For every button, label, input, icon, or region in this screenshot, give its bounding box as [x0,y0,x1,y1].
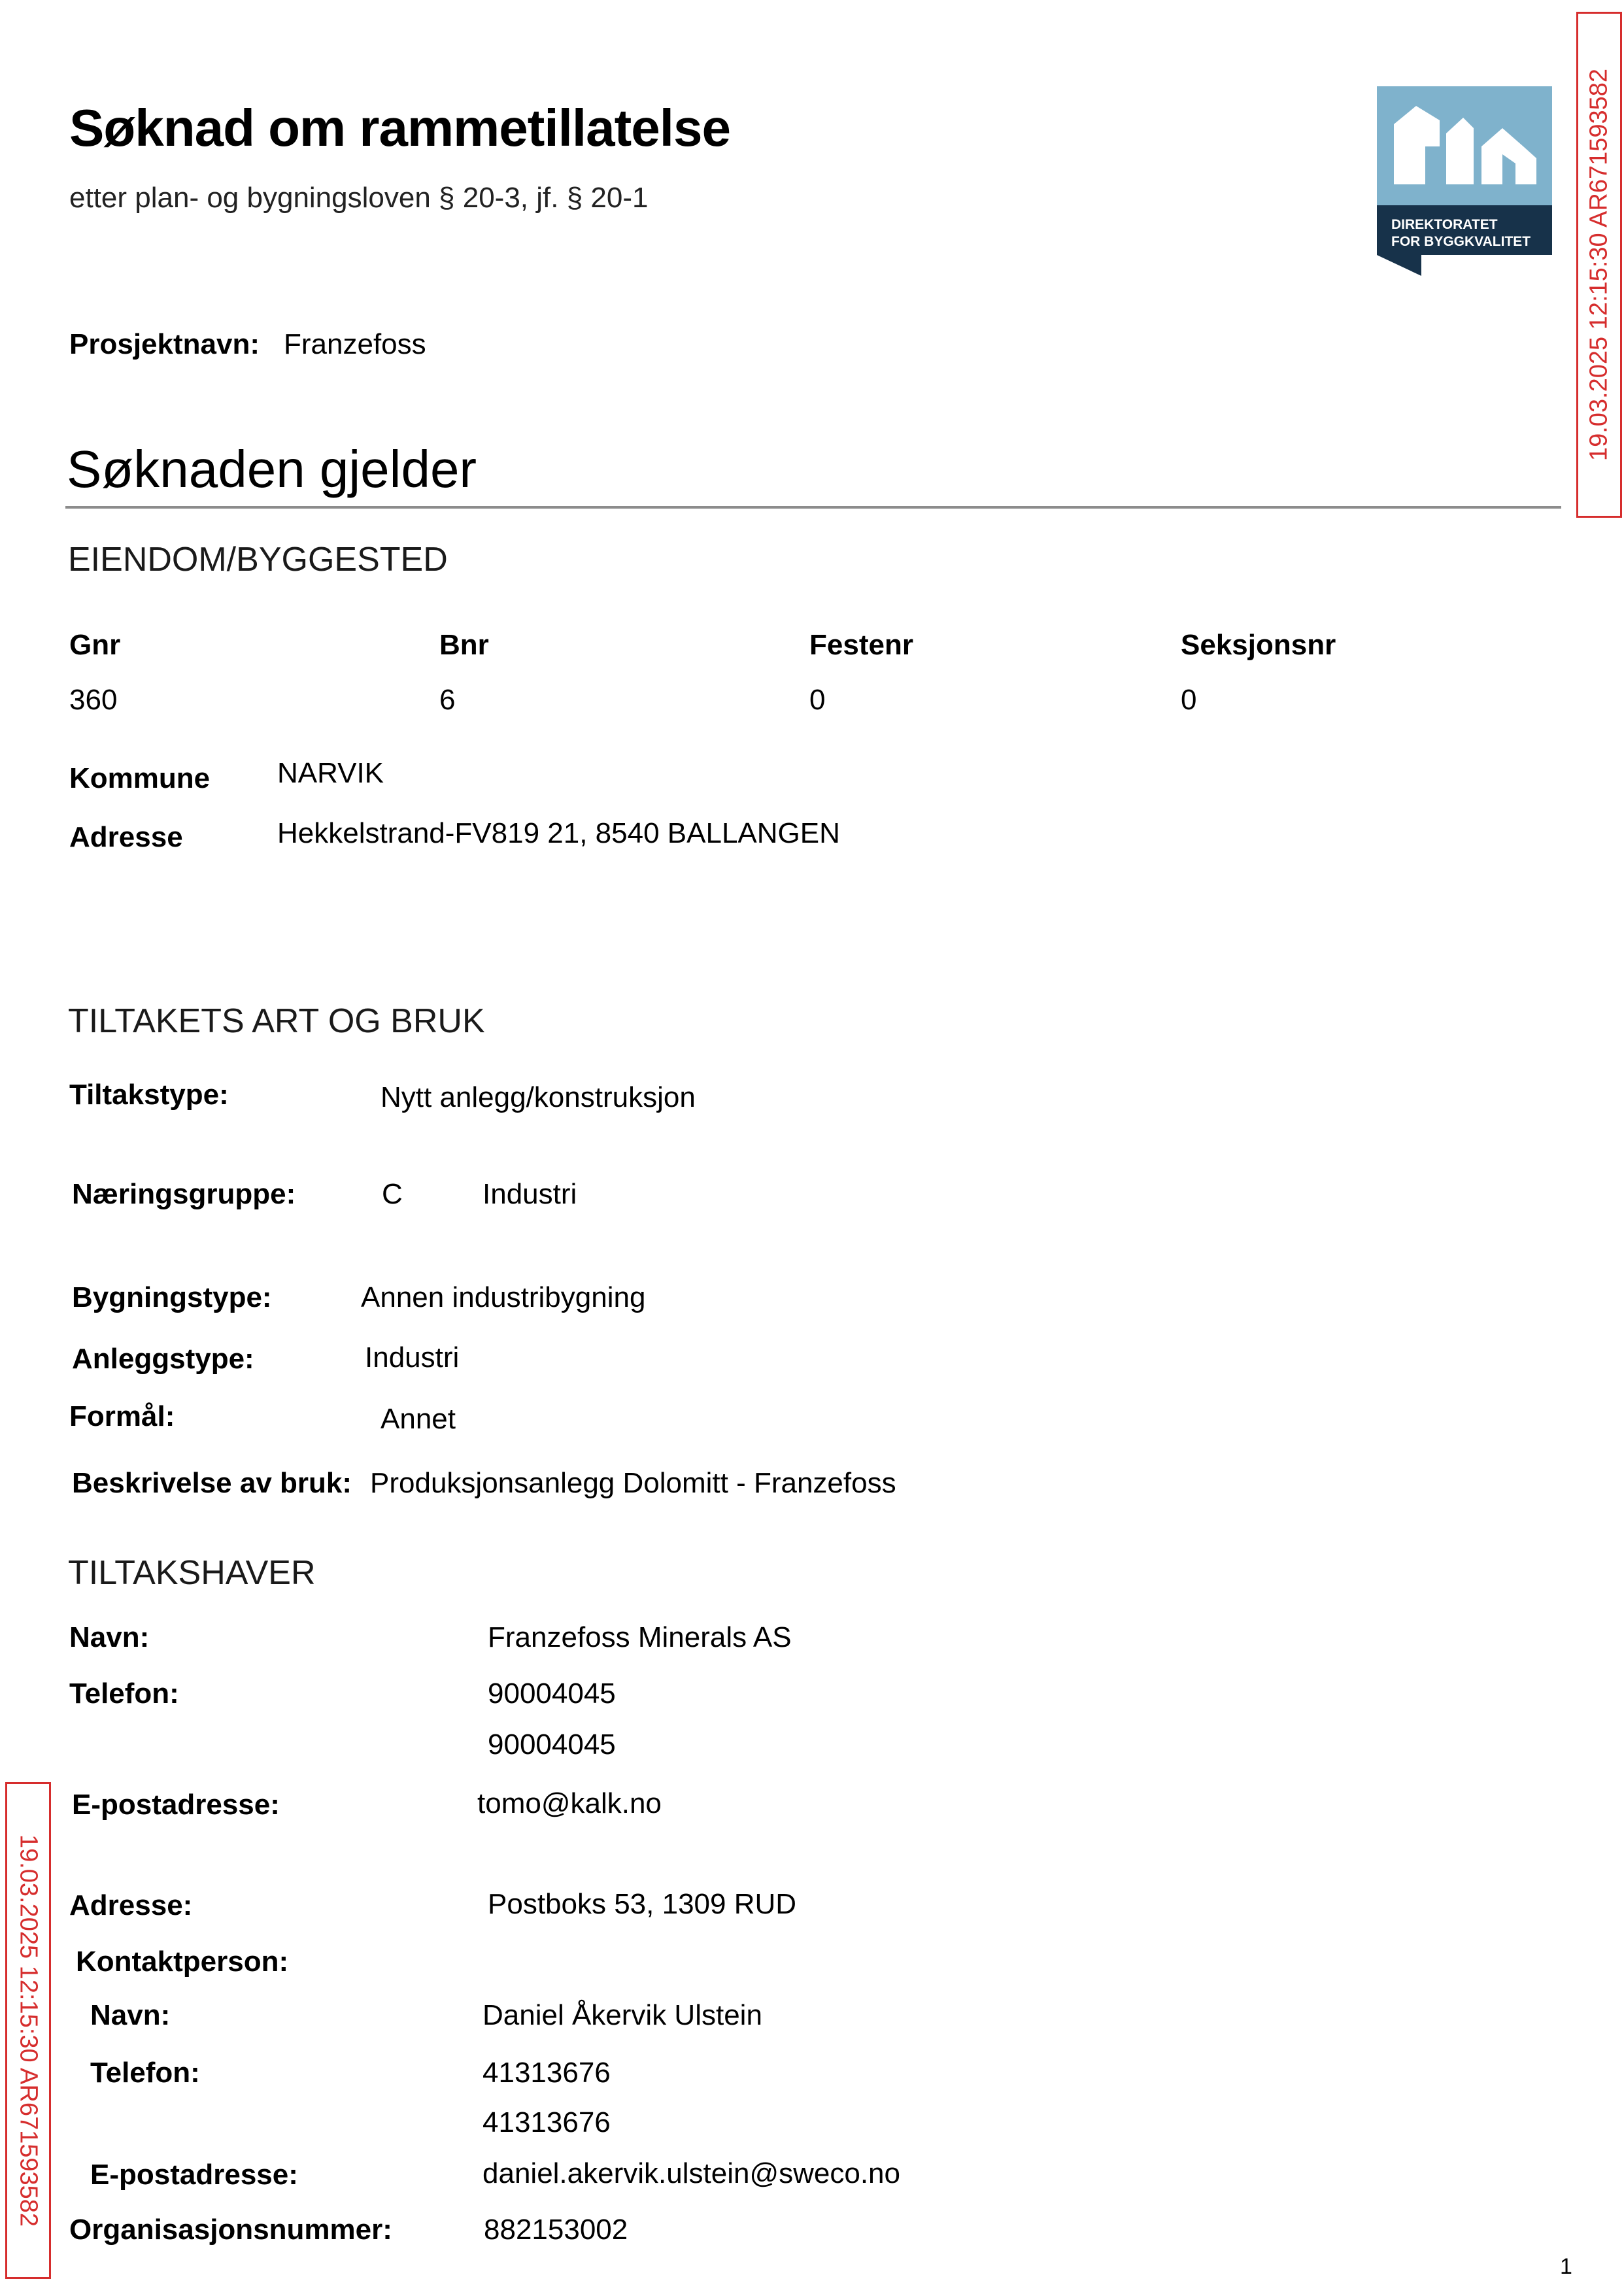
kontakt-epost-value: daniel.akervik.ulstein@sweco.no [482,2157,900,2189]
date-stamp-bottom [5,1782,51,2279]
kontakt-telefon-label: Telefon: [90,2057,200,2089]
organisasjonsnummer-label: Organisasjonsnummer: [69,2214,392,2246]
festenr-value: 0 [809,684,826,716]
tiltakshaver-epost-label: E-postadresse: [72,1789,280,1821]
tiltakshaver-telefon-value-2: 90004045 [488,1729,616,1761]
kontaktperson-label: Kontaktperson: [76,1946,289,1978]
kontakt-telefon-value-1: 41313676 [482,2057,611,2089]
date-stamp-top-text: 19.03.2025 12:15:30 AR671593582 [1585,68,1613,462]
naeringsgruppe-code: C [382,1178,403,1210]
document-subtitle: etter plan- og bygningsloven § 20-3, jf. § 20-1 [69,182,649,214]
tiltakshaver-telefon-label: Telefon: [69,1678,179,1710]
seksjonsnr-value: 0 [1181,684,1197,716]
date-stamp-bottom-text: 19.03.2025 12:15:30 AR671593582 [14,1834,42,2227]
building-logo-icon [1377,86,1552,276]
seksjonsnr-label: Seksjonsnr [1181,629,1336,661]
dibk-logo [1377,86,1552,276]
tiltakshaver-navn-label: Navn: [69,1621,150,1653]
document-title: Søknad om rammetillatelse [69,99,730,157]
project-name-label: Prosjektnavn: [69,328,260,360]
tiltakshaver-telefon-value-1: 90004045 [488,1678,616,1710]
naeringsgruppe-value: Industri [482,1178,577,1210]
kommune-label: Kommune [69,762,211,794]
adresse-label: Adresse [69,821,183,853]
bnr-value: 6 [439,684,456,716]
tiltakstype-value: Nytt anlegg/konstruksjon [381,1081,696,1113]
bygningstype-label: Bygningstype: [72,1281,272,1313]
gnr-value: 360 [69,684,118,716]
naeringsgruppe-label: Næringsgruppe: [72,1178,296,1210]
festenr-label: Festenr [809,629,913,661]
kontakt-telefon-value-2: 41313676 [482,2106,611,2138]
beskrivelse-value: Produksjonsanlegg Dolomitt - Franzefoss [370,1467,896,1499]
gnr-label: Gnr [69,629,121,661]
beskrivelse-label: Beskrivelse av bruk: [72,1467,352,1499]
tiltakstype-label: Tiltakstype: [69,1079,229,1111]
adresse-value: Hekkelstrand-FV819 21, 8540 BALLANGEN [277,817,840,849]
section-divider [65,506,1561,509]
bnr-label: Bnr [439,629,489,661]
tiltakshaver-adresse-label: Adresse: [69,1889,193,1921]
tiltakshaver-adresse-value: Postboks 53, 1309 RUD [488,1888,797,1920]
section-heading: Søknaden gjelder [67,440,477,498]
formaal-value: Annet [381,1403,456,1435]
tiltak-heading: TILTAKETS ART OG BRUK [68,1002,485,1040]
kontakt-epost-label: E-postadresse: [90,2159,298,2191]
logo-line-2: FOR BYGGKVALITET [1391,234,1531,249]
bygningstype-value: Annen industribygning [361,1281,646,1313]
organisasjonsnummer-value: 882153002 [484,2214,628,2246]
anleggstype-value: Industri [365,1341,460,1374]
date-stamp-top [1576,12,1622,518]
tiltakshaver-epost-value: tomo@kalk.no [477,1787,662,1819]
tiltakshaver-navn-value: Franzefoss Minerals AS [488,1621,792,1653]
tiltakshaver-heading: TILTAKSHAVER [68,1554,316,1592]
eiendom-heading: EIENDOM/BYGGESTED [68,541,448,579]
anleggstype-label: Anleggstype: [72,1343,254,1375]
kommune-value: NARVIK [277,757,384,789]
project-name-value: Franzefoss [284,328,426,360]
page-number: 1 [1560,2254,1572,2279]
kontakt-navn-label: Navn: [90,1999,171,2031]
logo-line-1: DIREKTORATET [1391,217,1498,232]
formaal-label: Formål: [69,1400,175,1432]
kontakt-navn-value: Daniel Åkervik Ulstein [482,1999,762,2031]
